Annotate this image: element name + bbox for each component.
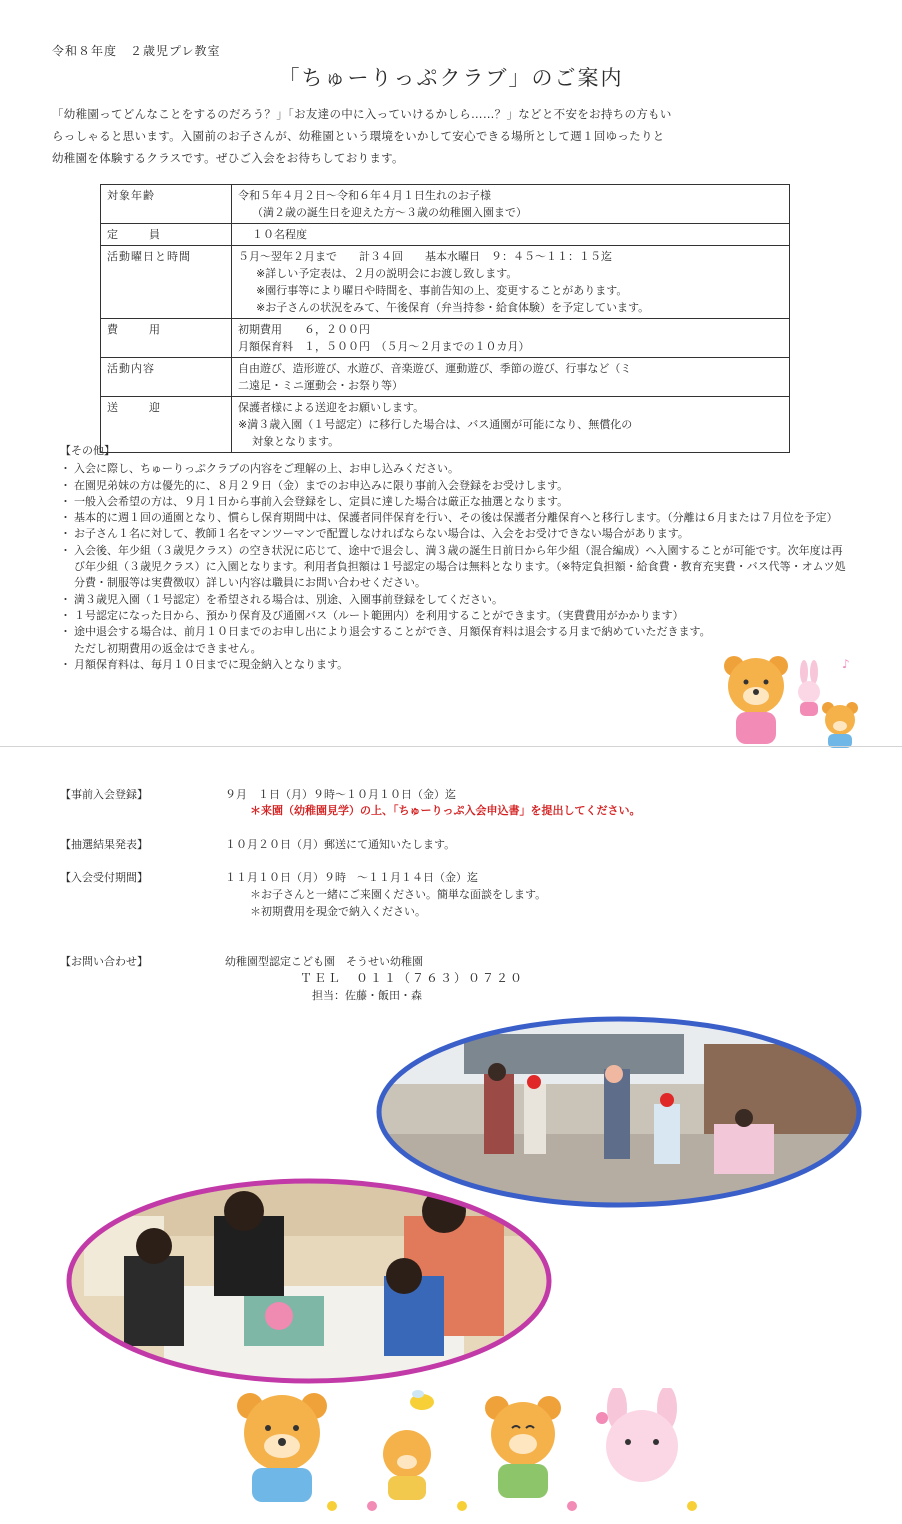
other-notes <box>60 443 850 673</box>
fee-line: 初期費用 ６，２００円 <box>238 323 370 336</box>
bunny-icon <box>798 660 820 716</box>
pickup-line: 対象となります。 <box>252 435 340 448</box>
acceptance-note: ＊初期費用を現金で納入ください。 <box>250 905 426 918</box>
acceptance-label: 【入会受付期間】 <box>60 871 148 884</box>
fee-line: 月額保育料 １，５００円 （５月～２月までの１０カ月） <box>238 340 530 353</box>
list-item: ・ 入会に際し、ちゅーりっぷクラブの内容をご理解の上、お申し込みください。 <box>60 461 850 477</box>
age-line: 令和５年４月２日～令和６年４月１日生れのお子様 <box>238 189 491 202</box>
capacity-value: １０名程度 <box>252 228 307 241</box>
list-item: ・ 満３歳児入園（１号認定）を希望される場合は、別途、入園事前登録をしてください。 <box>60 592 714 608</box>
bee-icon <box>410 1390 434 1410</box>
age-line: （満２歳の誕生日を迎えた方～３歳の幼稚園入園まで） <box>252 206 527 219</box>
list-item: ・ 基本的に週１回の通園となり、慣らし保育期間中は、保護者同伴保育を行い、その後は保護者分離保育へと移行します。（分離は６月または７月位を予定） <box>60 510 850 526</box>
schedule-label: 活動曜日と時間 <box>101 246 232 319</box>
contact-value: 幼稚園型認定こども園 そうせい幼稚園 <box>225 955 423 968</box>
schedule-note: ※園行事等により曜日や時間を、事前告知の上、変更することがあります。 <box>256 284 628 297</box>
bunny-pink-icon <box>596 1388 678 1482</box>
pickup-line: ※満３歳入園（１号認定）に移行した場合は、バス通園が可能になり、無償化の <box>238 418 633 431</box>
intro-line: 「幼稚園ってどんなことをするのだろう？」「お友達の中に入っていけるかしら……？」などと不安をお持ちの方もい <box>52 107 672 121</box>
capacity-cell <box>232 224 790 246</box>
schedule-line: ５月～翌年２月まで 計３４回 基本水曜日 ９：４５～１１：１５迄 <box>238 250 612 263</box>
lottery-value: １０月２０日（月）郵送にて通知いたします。 <box>225 838 456 851</box>
contact-tel: ＴＥＬ ０１１（７６３）０７２０ <box>300 971 525 985</box>
bear-family-illustration <box>712 650 862 750</box>
intro-paragraph <box>52 103 852 169</box>
acceptance-value: １１月１０日（月）９時 ～１１月１４日（金）迄 <box>225 871 478 884</box>
list-item: ・ １号認定になった日から、預かり保育及び通園バス（ルート範囲内）を利用することができます。（実費費用がかかります） <box>60 608 714 624</box>
pre-registration-label: 【事前入会登録】 <box>60 788 148 801</box>
schedule-note: ※詳しい予定表は、２月の説明会にお渡し致します。 <box>256 267 518 280</box>
capacity-label: 定 員 <box>101 224 232 246</box>
info-table <box>100 184 790 453</box>
indoor-craft-photo <box>64 1176 554 1386</box>
activity-line: 自由遊び、造形遊び、水遊び、音楽遊び、運動遊び、季節の遊び、行事など（ミ <box>238 362 632 375</box>
activity-cell <box>232 358 790 397</box>
pre-registration-note: ＊来園（幼稚園見学）の上、「ちゅーりっぷ入会申込書」を提出してください。 <box>250 804 641 817</box>
pickup-line: 保護者様による送迎をお願いします。 <box>238 401 425 414</box>
pre-registration-value: ９月 １日（月）９時～１０月１０日（金）迄 <box>225 788 456 801</box>
contact-staff: 担当：佐藤・飯田・森 <box>312 989 422 1002</box>
list-item: ・ 入会後、年少組（３歳児クラス）の空き状況に応じて、途中で退会し、満３歳の誕生日前日から年少組（混合編成）へ入園することが可能です。次年度は再び年少組（３歳児クラス）に入園となります。利用者負担額は１号認定の場合は無料となります。（※特定負担額・給食費・教育充実費・バス代等・オムツ処分費・制服等は実費徴収）詳しい内容は職員にお問い合わせください。 <box>60 543 850 592</box>
age-label: 対象年齢 <box>101 185 232 224</box>
fee-cell <box>232 319 790 358</box>
table-row <box>101 358 790 397</box>
table-row <box>101 185 790 224</box>
flower-row-icon <box>327 1501 697 1511</box>
activity-label: 活動内容 <box>101 358 232 397</box>
list-item: ・ 途中退会する場合は、前月１０日までのお申し出により退会することができ、月額保育料は退会する月まで納めていただきます。ただし初期費用の返金はできません。 <box>60 624 714 657</box>
bear-parade-illustration <box>222 1388 742 1513</box>
other-heading: 【その他】 <box>60 444 115 457</box>
list-item: ・ 在園児弟妹の方は優先的に、８月２９日（金）までのお申込みに限り事前入会登録をお受けします。 <box>60 478 850 494</box>
bear-left-icon <box>237 1393 327 1502</box>
age-cell <box>232 185 790 224</box>
intro-line: らっしゃると思います。入園前のお子さんが、幼稚園という環境をいかして安心できる場所として週１回ゆったりと <box>52 129 665 143</box>
page-title: 「ちゅーりっぷクラブ」のご案内 <box>278 66 624 90</box>
section-divider <box>0 746 902 747</box>
list-item: ・ 一般入会希望の方は、９月１日から事前入会登録をし、定員に達した場合は厳正な抽選となります。 <box>60 494 850 510</box>
bear-smile-icon <box>485 1396 561 1498</box>
fee-label: 費 用 <box>101 319 232 358</box>
table-row <box>101 246 790 319</box>
other-list <box>60 461 850 673</box>
pickup-label: 送 迎 <box>101 397 232 453</box>
list-item: ・ 月額保育料は、毎月１０日までに現金納入となります。 <box>60 657 714 673</box>
lottery-label: 【抽選結果発表】 <box>60 838 148 851</box>
acceptance-note: ＊お子さんと一緒にご来園ください。簡単な面談をします。 <box>250 888 547 901</box>
table-row <box>101 319 790 358</box>
activity-line: 二遠足・ミニ運動会・お祭り等） <box>238 379 403 392</box>
year-line: 令和８年度 ２歳児プレ教室 <box>52 44 221 58</box>
schedule-cell <box>232 246 790 319</box>
list-item: ・ お子さん１名に対して、教師１名をマンツーマンで配置しなければならない場合は、入会をお受けできない場合があります。 <box>60 526 850 542</box>
bear-small-icon <box>383 1430 431 1500</box>
music-note-icon: ♪ <box>842 657 850 671</box>
table-row <box>101 224 790 246</box>
schedule-note: ※お子さんの状況をみて、午後保育（弁当持参・給食体験）を予定しています。 <box>256 301 650 314</box>
contact-label: 【お問い合わせ】 <box>60 955 148 968</box>
intro-line: 幼稚園を体験するクラスです。ぜひご入会をお待ちしております。 <box>52 151 404 165</box>
big-bear-icon <box>724 656 788 744</box>
small-bear-icon <box>822 702 858 748</box>
